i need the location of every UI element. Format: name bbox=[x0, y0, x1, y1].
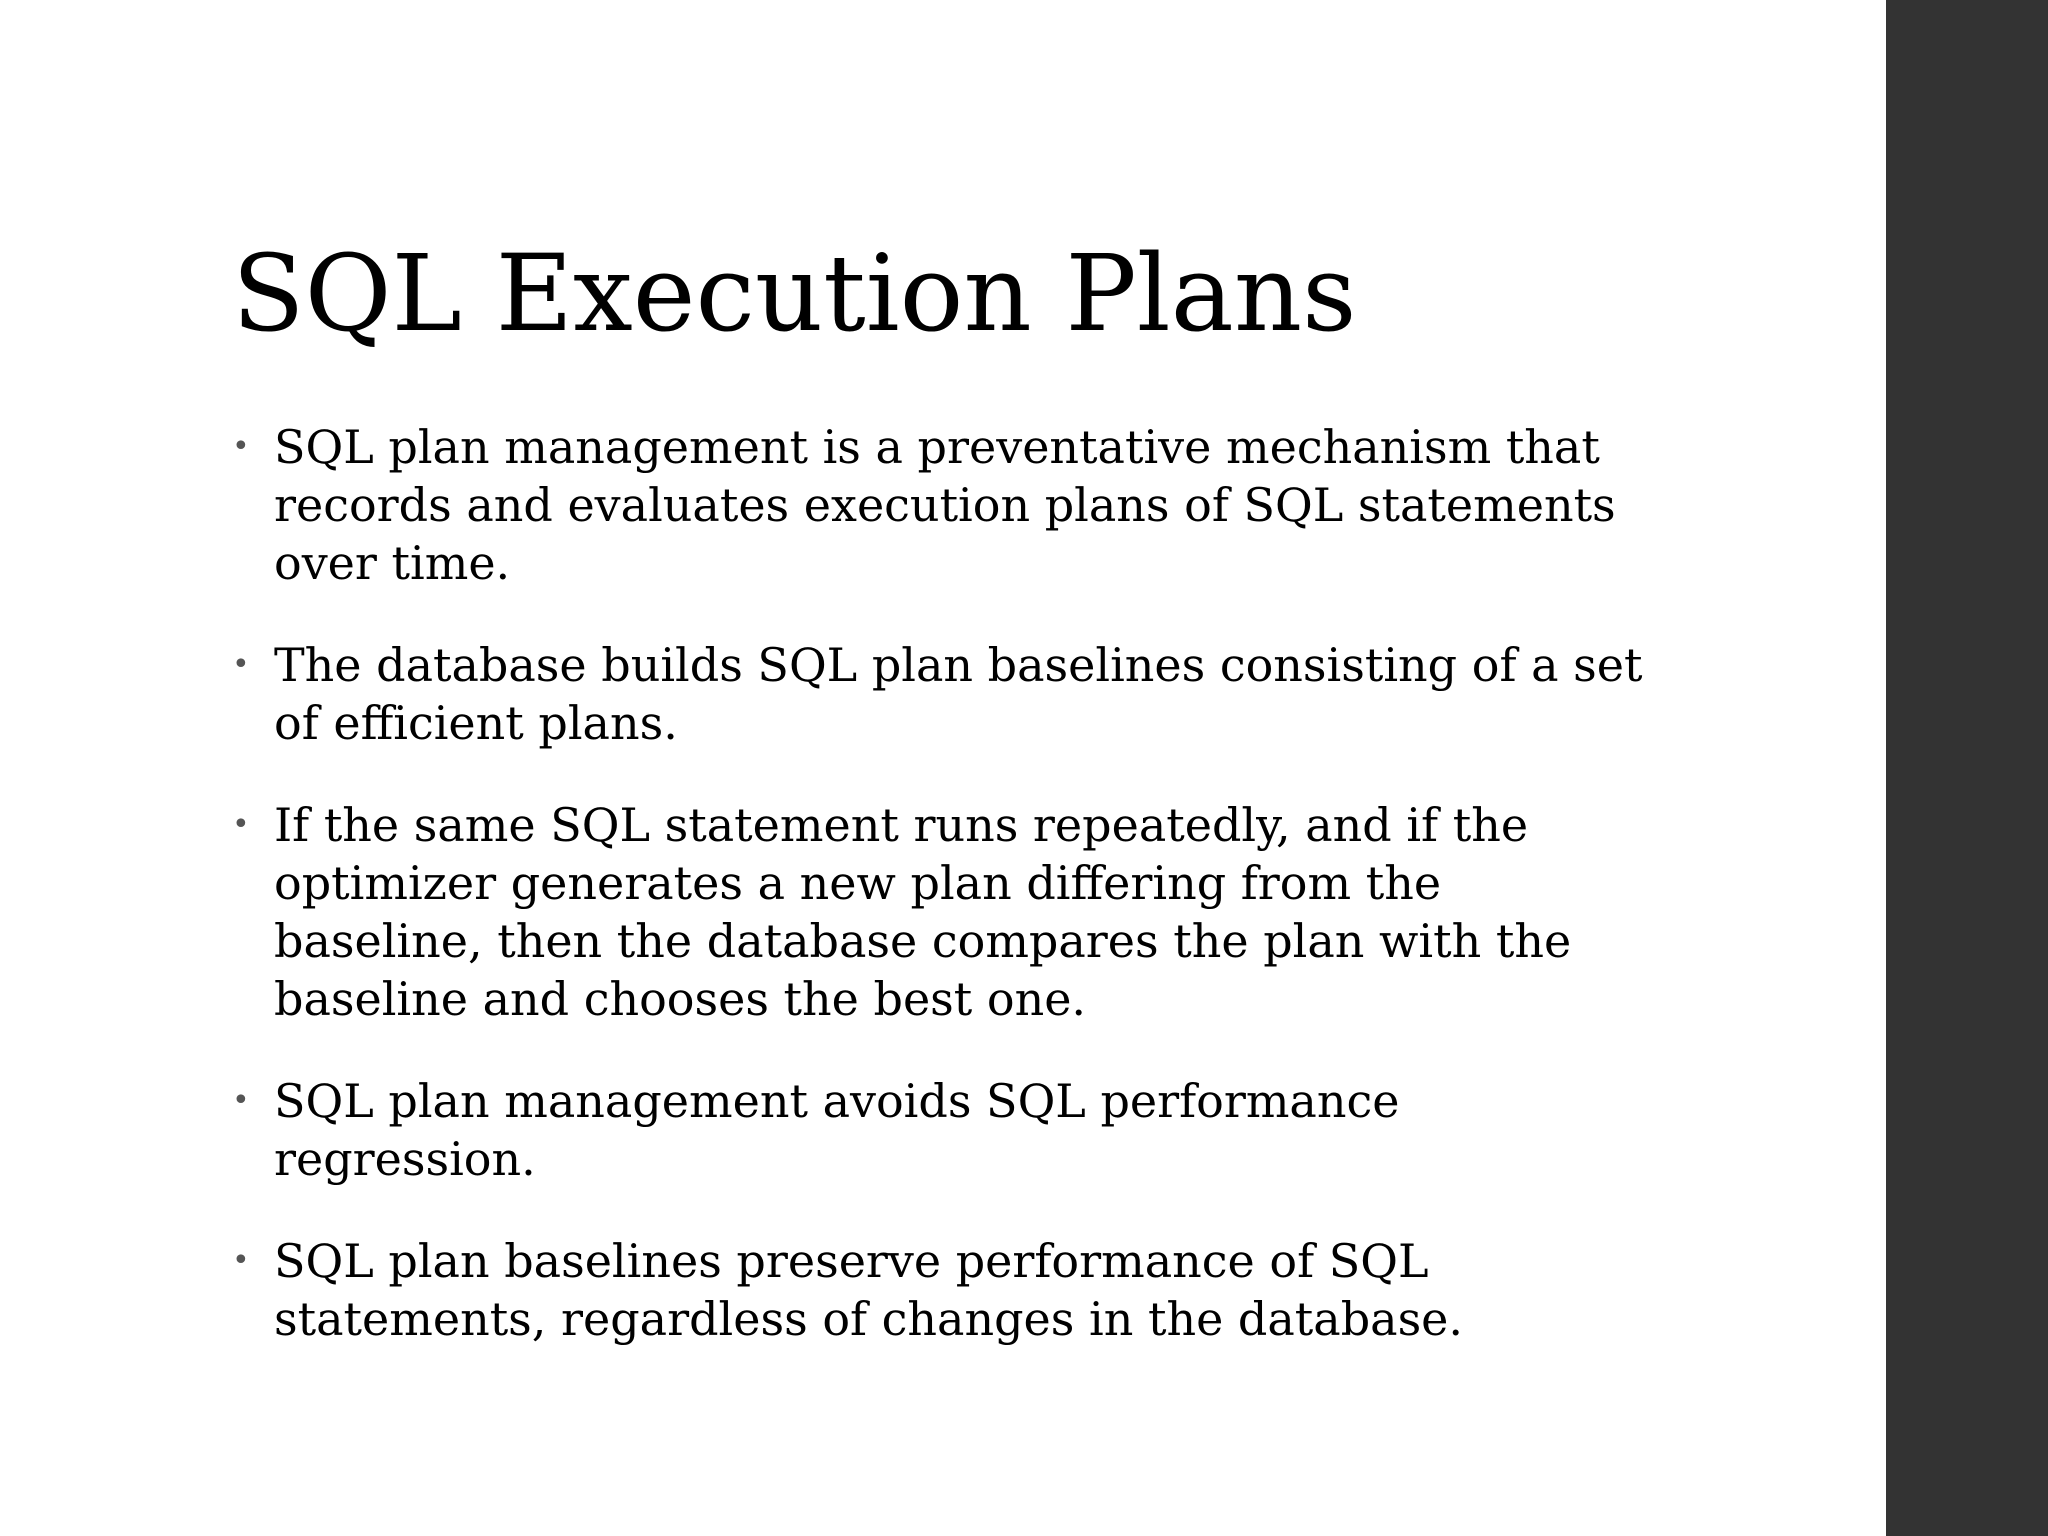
bullet-item bbox=[232, 1072, 1662, 1188]
bullet-item bbox=[232, 796, 1662, 1028]
bullet-marker: • bbox=[232, 807, 250, 842]
bullet-marker: • bbox=[232, 429, 250, 464]
bullet-text: SQL plan management is a preventative mechanism that records and evaluates execution plans of SQL statements over time. bbox=[274, 420, 1616, 590]
bullet-item bbox=[232, 1232, 1662, 1348]
side-accent-bar bbox=[1886, 0, 2048, 1536]
bullet-text: SQL plan management avoids SQL performance regression. bbox=[274, 1074, 1400, 1186]
bullet-item bbox=[232, 418, 1662, 592]
bullet-text: The database builds SQL plan baselines consisting of a set of efficient plans. bbox=[274, 638, 1643, 750]
bullet-list bbox=[232, 418, 1662, 1392]
bullet-marker: • bbox=[232, 647, 250, 682]
bullet-text: SQL plan baselines preserve performance of SQL statements, regardless of changes in the database. bbox=[274, 1234, 1464, 1346]
bullet-text: If the same SQL statement runs repeatedly, and if the optimizer generates a new plan differing from the baseline, then the database compares the plan with the baseline and chooses the best one. bbox=[274, 798, 1572, 1026]
bullet-marker: • bbox=[232, 1083, 250, 1118]
bullet-item bbox=[232, 636, 1662, 752]
slide-title: SQL Execution Plans bbox=[232, 232, 1357, 355]
bullet-marker: • bbox=[232, 1243, 250, 1278]
